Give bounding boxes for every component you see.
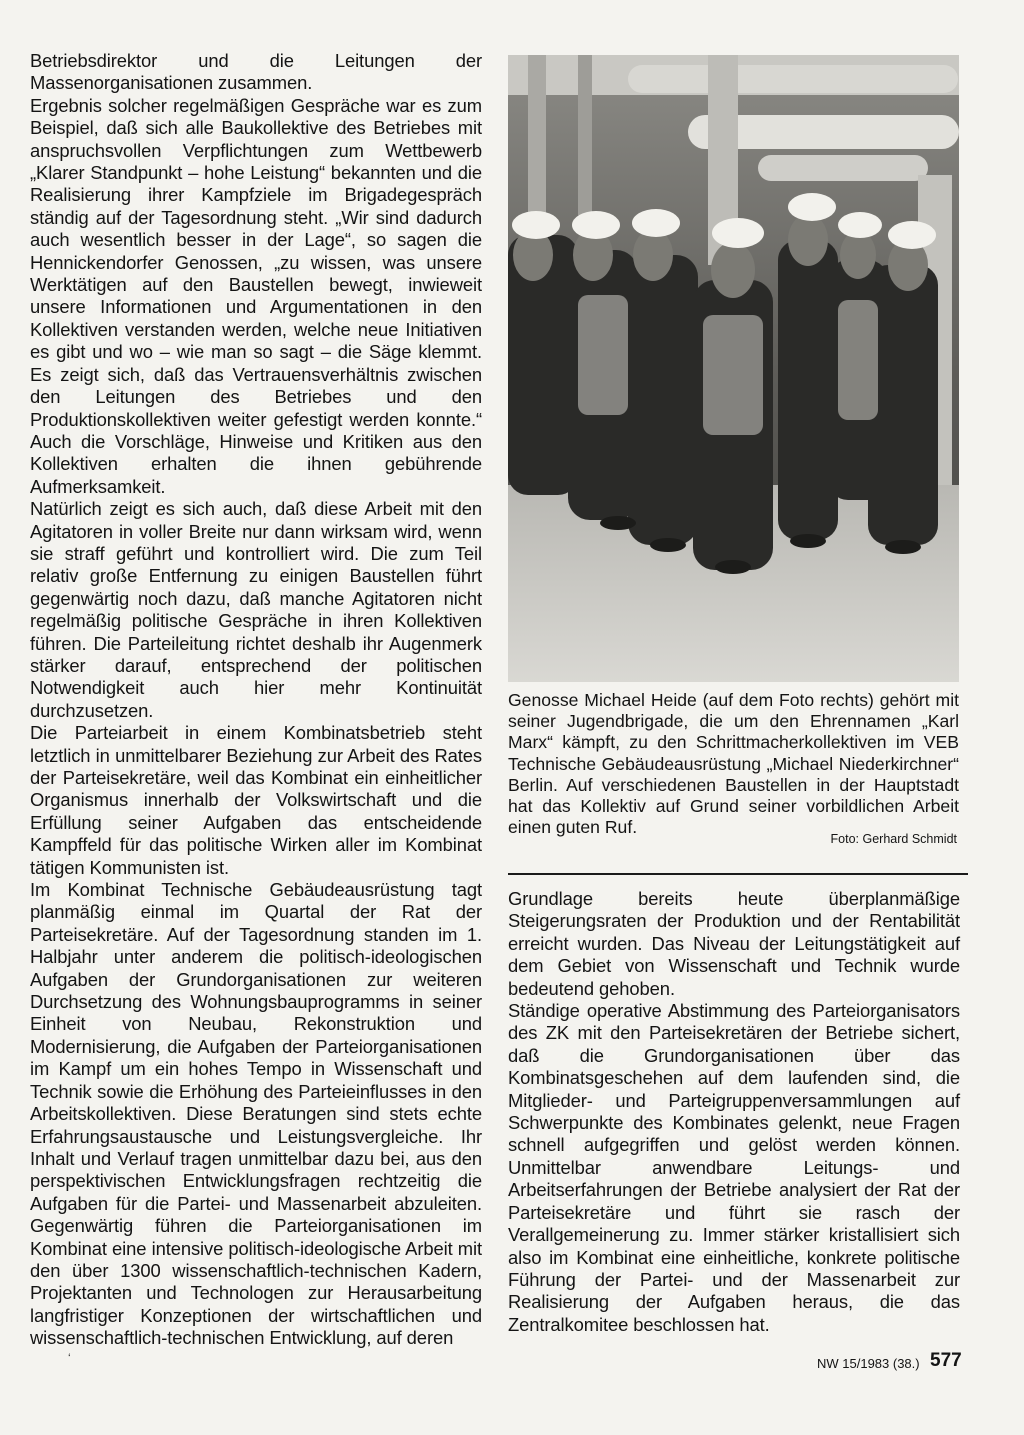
paragraph: Im Kombinat Technische Gebäudeausrüstung tagt planmäßig einmal im Quartal der Rat der Parteisekretäre. Auf der Tagesordnung standen im 1. Halbjahr unter anderem die politisch-ideologischen Aufgaben der Grundorganisationen zur weiteren Durchsetzung des Wohnungsbauprogramms in seiner Einheit von Neubau, Rekonstruktion und Modernisierung, die Aufgaben der Parteiorganisationen im Kampf um ein hohes Tempo in Wissenschaft und Technik sowie die Erhöhung des Parteieinflusses in den Arbeitskollektiven. Diese Beratungen sind stets echte Erfahrungsaustausche und Leistungsvergleiche. Ihr Inhalt und Verlauf tragen unmittelbar dazu bei, aus den perspektivischen Entwicklungsfragen rechtzeitig die Aufgaben für die Partei- und Massenarbeit abzuleiten. Gegenwärtig führen die Parteiorganisationen im Kombinat eine intensive politisch-ideologische Arbeit mit den über 1300 wissenschaftlich-technischen Kadern, Projektanten und Technologen zur Herausarbeitung langfristiger Konzeptionen der wirtschaftlichen und wissenschaftlich-technischen Entwicklung, auf deren: [30, 879, 482, 1349]
issue-reference: NW 15/1983 (38.): [817, 1356, 920, 1371]
photo-credit: Foto: Gerhard Schmidt: [830, 832, 957, 846]
right-text-column: [508, 888, 960, 1336]
paragraph: Natürlich zeigt es sich auch, daß diese Arbeit mit den Agitatoren in voller Breite nur dann wirksam wird, wenn sie straff geführt und kontrolliert wird. Die zum Teil relativ große Entfernung zu einigen Baustellen führt gegenwärtig noch dazu, daß manche Agitatoren nicht regelmäßig politische Gespräche in ihren Kollektiven führen. Die Parteileitung richtet deshalb ihr Augenmerk stärker darauf, entsprechend der politischen Notwendigkeit auch hier mehr Kontinuität durchzusetzen.: [30, 498, 482, 721]
paragraph: Grundlage bereits heute überplanmäßige Steigerungsraten der Produktion und der Rentabilität erreicht wurden. Das Niveau der Leitungstätigkeit auf dem Gebiet von Wissenschaft und Technik wurde bedeutend gehoben.: [508, 888, 960, 999]
page-number: 577: [930, 1350, 962, 1371]
left-text-column: [30, 50, 482, 1350]
print-speck: ‘: [68, 1351, 71, 1365]
paragraph: Ergebnis solcher regelmäßigen Gespräche war es zum Beispiel, daß sich alle Baukollektive des Betriebes mit anspruchsvollen Verpflichtungen zum Wettbewerb „Klarer Standpunkt – hohe Leistung“ bekannten und die Realisierung ihrer Kampfziele im Brigadegespräch ständig auf der Tagesordnung steht. „Wir sind dadurch auch wesentlich besser in der Lage“, so sagen die Hennickendorfer Genossen, „zu wissen, was unsere Werktätigen auf den Baustellen bewegt, inwieweit unsere Informationen und Argumentationen in den Kollektiven verstanden werden, welche neue Initiativen es gibt und wo – wie man so sagt – die Säge klemmt. Es zeigt sich, daß das Vertrauensverhältnis zwischen den Leitungen des Betriebes und den Produktionskollektiven weiter gefestigt werden konnte.“ Auch die Vorschläge, Hinweise und Kritiken aus den Kollektiven erhalten die ihnen gebührende Aufmerksamkeit.: [30, 94, 482, 497]
paragraph: Betriebsdirektor und die Leitungen der Massenorganisationen zusammen.: [30, 50, 482, 94]
paragraph: Ständige operative Abstimmung des Parteiorganisators des ZK mit den Parteisekretären der Betriebe sichert, daß die Grundorganisationen über das Kombinatsgeschehen auf dem laufenden sind, die Mitglieder- und Parteigruppenversammlungen auf Schwerpunkte des Kombinates gelenkt, neue Fragen schnell aufgegriffen und gelöst werden können. Unmittelbar anwendbare Leitungs- und Arbeitserfahrungen der Betriebe analysiert der Rat der Parteisekretäre und führt sie rasch der Verallgemeinerung zu. Immer stärker kristallisiert sich also im Kombinat eine einheitliche, konkrete politische Führung der Partei- und der Massenarbeit zur Realisierung der Aufgaben heraus, die das Zentralkomitee beschlossen hat.: [508, 1000, 960, 1335]
photo-workers-image: [508, 55, 959, 682]
section-divider: [508, 873, 968, 875]
news-photo: [508, 55, 959, 682]
paragraph: Die Parteiarbeit in einem Kombinatsbetrieb steht letztlich in unmittelbarer Beziehung zur Arbeit des Rates der Parteisekretäre, weil das Kombinat ein einheitlicher Organismus innerhalb der Volkswirtschaft und die Erfüllung seiner Aufgaben das entscheidende Kampffeld für das politische Wirken aller im Kombinat tätigen Kommunisten ist.: [30, 722, 482, 878]
photo-caption: Genosse Michael Heide (auf dem Foto rechts) gehört mit seiner Jugendbrigade, die um den Ehrennamen „Karl Marx“ kämpft, zu den Schrittmacherkollektiven im VEB Technische Gebäudeausrüstung „Michael Niederkirchner“ Berlin. Auf verschiedenen Baustellen in der Hauptstadt hat das Kollektiv auf Grund seiner vorbildlichen Arbeit einen guten Ruf.: [508, 690, 959, 838]
